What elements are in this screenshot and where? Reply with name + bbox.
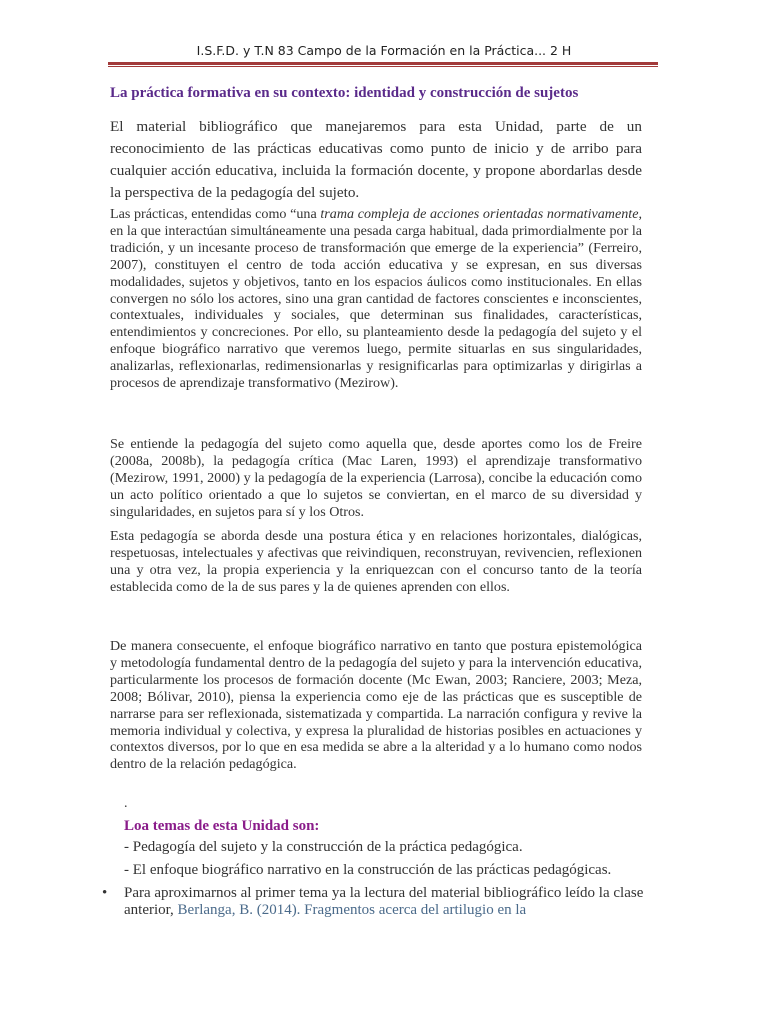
topic-item: - El enfoque biográfico narrativo en la construcción de las prácticas pedagógicas. <box>124 862 612 878</box>
paragraph-practices <box>110 206 642 392</box>
paragraph-ethics: Esta pedagogía se aborda desde una postura ética y en relaciones horizontales, dialógicas, respetuosas, intelectuales y afectivas que reivindiquen, reconstruyan, revivencien, reflexionen una y otra vez, la propia experiencia y la enriquezcan con el concurso tanto de la teoría establecida como de la de sus pares y la de quienes aprenden con ellos. <box>110 528 642 595</box>
paragraph-practices-rest: , en la que interactúan simultáneamente una pesada carga habitual, dada primordialmente por la tradición, y un incesante proceso de transformación que emerge de la experiencia” (Ferreiro, 2007), constituyen el centro de toda acción educativa y se expresan, en sus diversas modalidades, sujetos y objetivos, tanto en los espacios áulicos como institucionales. En ellas convergen no sólo los actores, sino una gran cantidad de factores conscientes e inconscientes, contextuales, individuales y sociales, que determinan sus finalidades, características, entendimientos y concreciones. Por ello, su planteamiento desde la pedagogía del sujeto y el enfoque biográfico narrativo que veremos luego, permite situarlas en sus singularidades, analizarlas, reflexionarlas, redimensionarlas y resignificarlas para optimizarlas y dirigirlas a procesos de aprendizaje transformativo (Mezirow). <box>110 206 642 392</box>
stray-dot: . <box>124 796 128 811</box>
bullet-text: Para aproximarnos al primer tema ya la lectura del material bibliográfico leído la clase anterior, <box>124 885 644 918</box>
paragraph-practices-lead: Las prácticas, entendidas como “una <box>110 206 321 222</box>
header-rule-thin <box>108 66 658 67</box>
quote-italic: trama compleja de acciones orientadas normativamente <box>320 206 639 222</box>
paragraph-subject-pedagogy: Se entiende la pedagogía del sujeto como aquella que, desde aportes como los de Freire (2008a, 2008b), la pedagogía crítica (Mac Laren, 1993) el aprendizaje transformativo (Mezirow, 1991, 2000) y la pedagogía de la experiencia (Larrosa), concibe la educación como un acto político orientado a que lo sujetos se conviertan, en el marco de su diversidad y singularidades, en sujetos para sí y los Otros. <box>110 436 642 520</box>
bullet-icon: • <box>102 885 108 901</box>
reference-link[interactable]: Berlanga, B. (2014). Fragmentos acerca del artilugio en la <box>177 902 527 918</box>
bullet-paragraph <box>124 885 644 919</box>
topic-item: - Pedagogía del sujeto y la construcción de la práctica pedagógica. <box>124 839 523 855</box>
header-rule-thick <box>108 62 658 65</box>
paragraph-narrative: De manera consecuente, el enfoque biográfico narrativo en tanto que postura epistemológica y metodología fundamental dentro de la pedagogía del sujeto y para la intervención educativa, particularmente los procesos de formación docente (Mc Ewan, 2003; Ranciere, 2003; Meza, 2008; Bólivar, 2010), piensa la experiencia como eje de las prácticas que es susceptible de narrarse para ser reflexionada, sistematizada y compartida. La narración configura y revive la memoria individual y colectiva, y expresa la pluralidad de historias posibles en actuaciones y contextos diversos, por lo que en esa medida se abre a la alteridad y a lo humano como nodos dentro de la relación pedagógica. <box>110 638 642 773</box>
running-header: I.S.F.D. y T.N 83 Campo de la Formación en la Práctica... 2 H <box>196 43 572 58</box>
section-title: La práctica formativa en su contexto: identidad y construcción de sujetos <box>110 85 579 101</box>
topics-heading: Loa temas de esta Unidad son: <box>124 818 320 834</box>
paragraph-intro: El material bibliográfico que manejaremos para esta Unidad, parte de un reconocimiento de las prácticas educativas como punto de inicio y de arribo para cualquier acción educativa, incluida la formación docente, y propone abordarlas desde la perspectiva de la pedagogía del sujeto. <box>110 118 642 201</box>
